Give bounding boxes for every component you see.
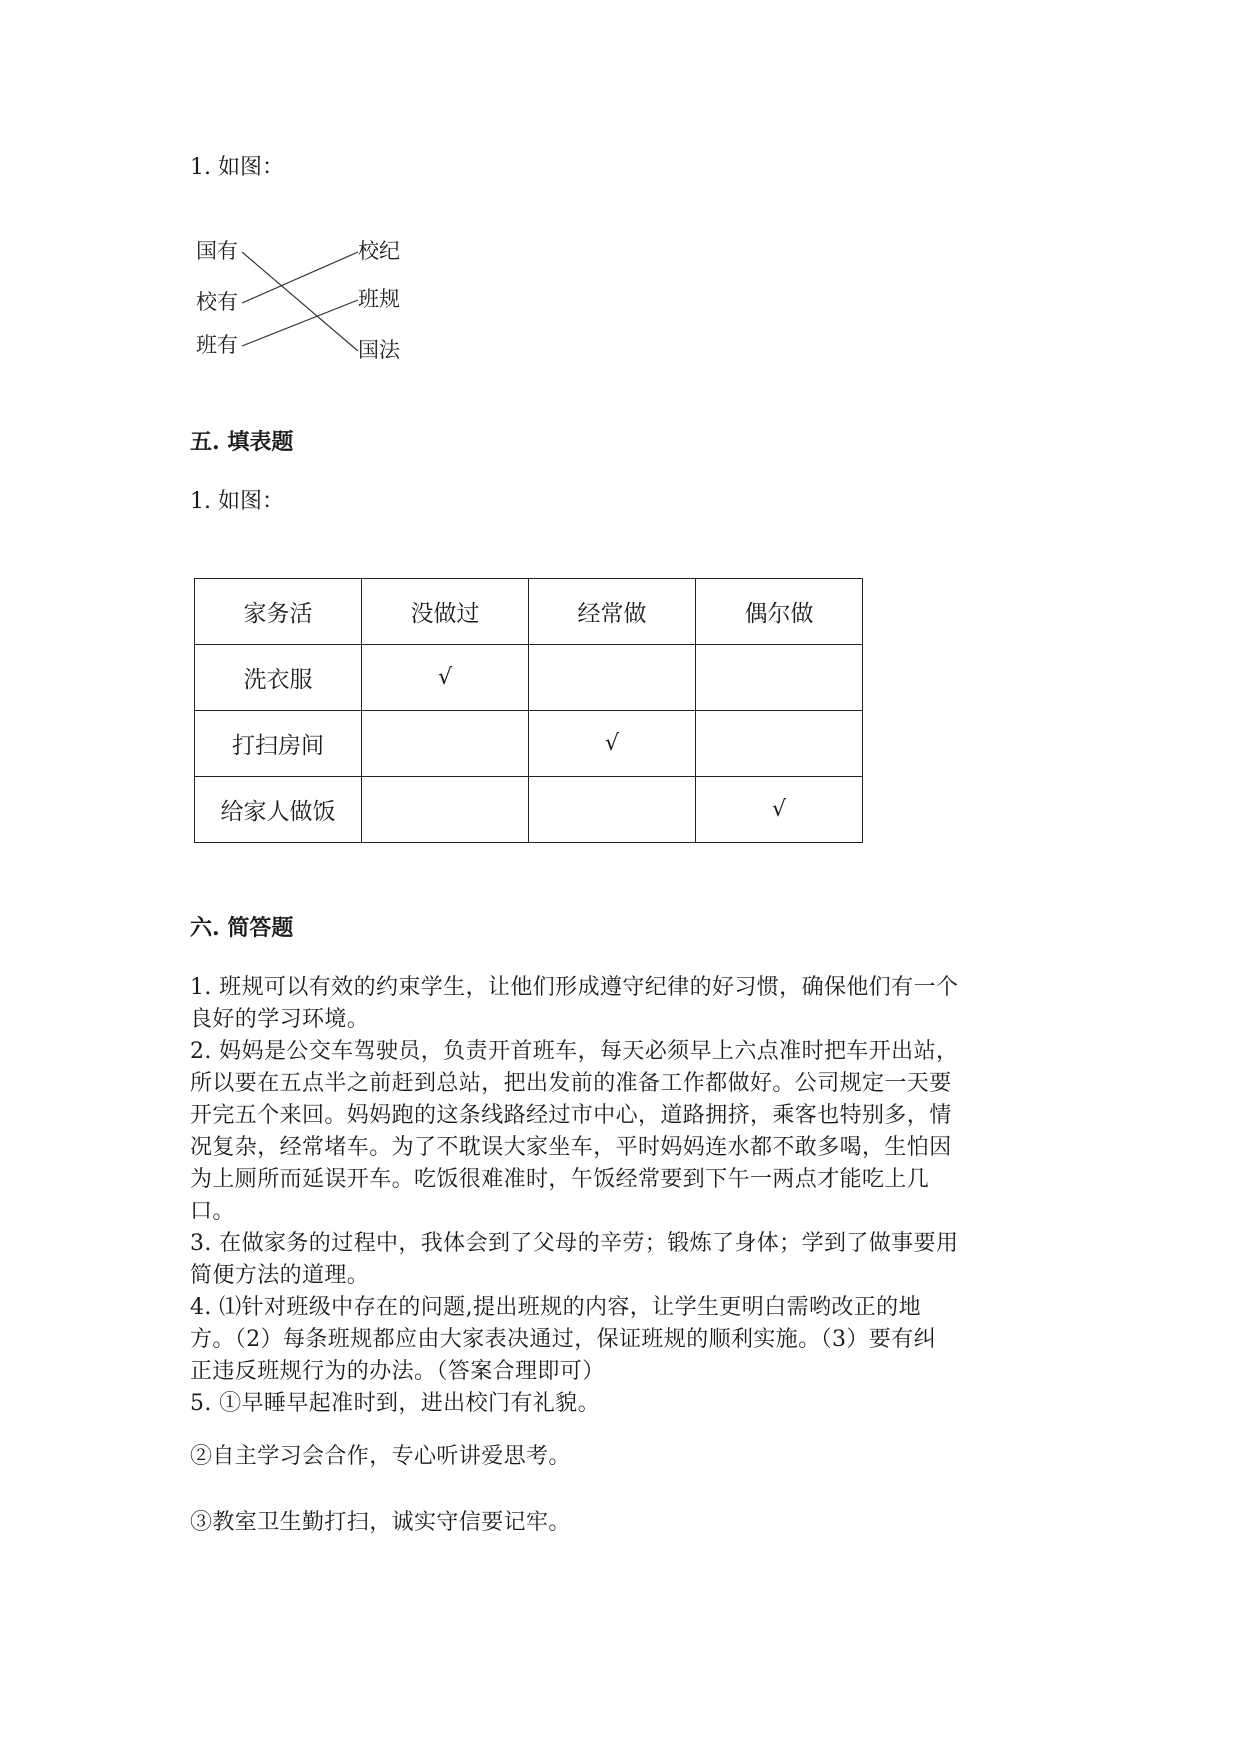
check-cell bbox=[529, 777, 696, 843]
matching-item-label: 1. 如图： bbox=[190, 155, 284, 180]
section-heading-short-answer: 六. 简答题 bbox=[190, 915, 294, 941]
table-item-label: 1. 如图： bbox=[190, 489, 284, 514]
chore-cell: 打扫房间 bbox=[195, 711, 362, 777]
answer-2-line: 所以要在五点半之前赶到总站，把出发前的准备工作都做好。公司规定一天要 bbox=[190, 1071, 952, 1096]
header-cell: 家务活 bbox=[195, 579, 362, 645]
answer-2-line: 2. 妈妈是公交车驾驶员，负责开首班车，每天必须早上六点准时把车开出站， bbox=[190, 1039, 959, 1064]
answer-5-line: 5. ①早睡早起准时到，进出校门有礼貌。 bbox=[190, 1391, 600, 1416]
table-row bbox=[195, 711, 863, 777]
answer-4-line: 方。（2）每条班规都应由大家表决通过，保证班规的顺利实施。（3）要有纠 bbox=[190, 1327, 936, 1352]
match-line-guoyou-guofa bbox=[242, 252, 358, 351]
answer-1-line: 良好的学习环境。 bbox=[190, 1007, 370, 1032]
header-cell: 没做过 bbox=[362, 579, 529, 645]
header-cell: 偶尔做 bbox=[696, 579, 863, 645]
table-header-row bbox=[195, 579, 863, 645]
answer-3-line: 3. 在做家务的过程中，我体会到了父母的辛劳；锻炼了身体；学到了做事要用 bbox=[190, 1231, 959, 1256]
right-item-xiaoji: 校纪 bbox=[358, 239, 400, 263]
matching-diagram bbox=[190, 232, 430, 367]
section-heading-fill-table: 五. 填表题 bbox=[190, 429, 294, 455]
chores-table bbox=[194, 578, 863, 843]
header-cell: 经常做 bbox=[529, 579, 696, 645]
right-item-guofa: 国法 bbox=[358, 338, 400, 362]
check-cell bbox=[696, 645, 863, 711]
answer-5-extra-line: ③教室卫生勤打扫，诚实守信要记牢。 bbox=[190, 1510, 571, 1535]
answer-4-line: 4. ⑴针对班级中存在的问题,提出班规的内容，让学生更明白需哟改正的地 bbox=[190, 1295, 921, 1320]
answer-list bbox=[190, 972, 1050, 1420]
answer-2-line: 为上厕所而延误开车。吃饭很难准时，午饭经常要到下午一两点才能吃上几 bbox=[190, 1167, 930, 1192]
match-line-banyou-bangui bbox=[242, 300, 358, 346]
check-cell bbox=[362, 711, 529, 777]
check-cell bbox=[529, 645, 696, 711]
left-item-banyou: 班有 bbox=[196, 333, 238, 357]
answer-2-line: 口。 bbox=[190, 1199, 235, 1224]
answer-1-line: 1. 班规可以有效的约束学生，让他们形成遵守纪律的好习惯，确保他们有一个 bbox=[190, 975, 959, 1000]
table-row bbox=[195, 777, 863, 843]
right-item-bangui: 班规 bbox=[358, 287, 400, 311]
chore-cell: 给家人做饭 bbox=[195, 777, 362, 843]
check-cell: √ bbox=[362, 645, 529, 711]
match-line-xiaoyou-xiaoji bbox=[242, 252, 358, 303]
table-row bbox=[195, 645, 863, 711]
answer-4-line: 正违反班规行为的办法。（答案合理即可） bbox=[190, 1359, 605, 1384]
left-item-guoyou: 国有 bbox=[196, 239, 238, 263]
check-cell bbox=[696, 711, 863, 777]
answer-5-extra-line: ②自主学习会合作，专心听讲爱思考。 bbox=[190, 1444, 571, 1469]
left-item-xiaoyou: 校有 bbox=[196, 290, 238, 314]
answer-3-line: 简便方法的道理。 bbox=[190, 1263, 370, 1288]
check-cell: √ bbox=[529, 711, 696, 777]
check-cell bbox=[362, 777, 529, 843]
check-cell: √ bbox=[696, 777, 863, 843]
chore-cell: 洗衣服 bbox=[195, 645, 362, 711]
answer-2-line: 况复杂，经常堵车。为了不耽误大家坐车，平时妈妈连水都不敢多喝，生怕因 bbox=[190, 1135, 952, 1160]
answer-2-line: 开完五个来回。妈妈跑的这条线路经过市中心，道路拥挤，乘客也特别多，情 bbox=[190, 1103, 952, 1128]
